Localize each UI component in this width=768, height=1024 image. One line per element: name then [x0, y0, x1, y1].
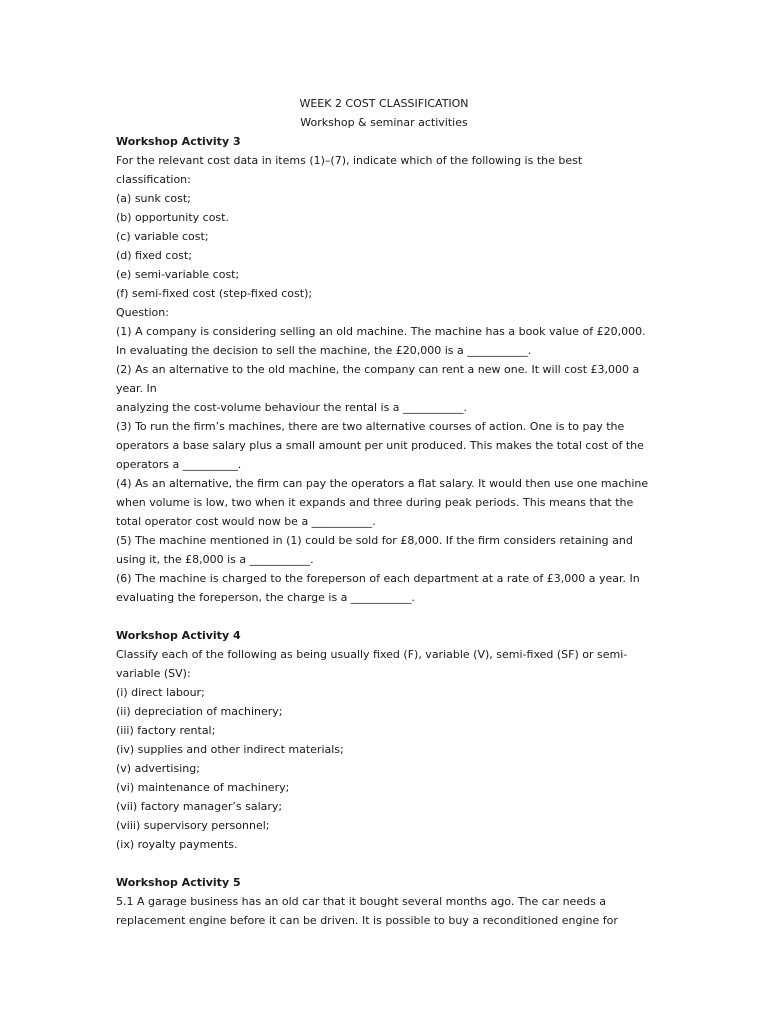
paragraph-spacer [116, 854, 656, 873]
section-body-activity-5 [116, 892, 656, 930]
list-item: (vi) maintenance of machinery; [116, 781, 290, 794]
paragraph-spacer [116, 607, 656, 626]
option-item: (d) fixed cost; [116, 249, 192, 262]
question-label: Question: [116, 306, 169, 319]
text-line: variable (SV): [116, 667, 191, 680]
question-text: analyzing the cost-volume behaviour the rental is a ___________. [116, 401, 468, 414]
list-item: (i) direct labour; [116, 686, 205, 699]
question-text: using it, the £8,000 is a ___________. [116, 553, 314, 566]
section-body-activity-4 [116, 645, 656, 854]
section-body-activity-3 [116, 151, 656, 607]
question-text: (6) The machine is charged to the foreperson of each department at a rate of £3,000 a year. In [116, 572, 640, 585]
text-line: 5.1 A garage business has an old car that it bought several months ago. The car needs a [116, 895, 607, 908]
question-text: evaluating the foreperson, the charge is a ___________. [116, 591, 415, 604]
question-text: (3) To run the firm’s machines, there are two alternative courses of action. One is to pay the [116, 420, 625, 433]
question-text: when volume is low, two when it expands and three during peak periods. This means that the [116, 496, 634, 509]
question-text: (1) A company is considering selling an old machine. The machine has a book value of £20,000. [116, 325, 646, 338]
option-item: (e) semi-variable cost; [116, 268, 240, 281]
option-item: (b) opportunity cost. [116, 211, 229, 224]
question-text: operators a __________. [116, 458, 242, 471]
list-item: (viii) supervisory personnel; [116, 819, 270, 832]
list-item: (ii) depreciation of machinery; [116, 705, 283, 718]
section-heading-activity-5: Workshop Activity 5 [116, 876, 241, 889]
option-item: (c) variable cost; [116, 230, 209, 243]
option-item: (a) sunk cost; [116, 192, 191, 205]
text-line: classification: [116, 173, 191, 186]
document-page [116, 94, 656, 930]
list-item: (v) advertising; [116, 762, 200, 775]
question-text: total operator cost would now be a ___________. [116, 515, 376, 528]
question-text: In evaluating the decision to sell the machine, the £20,000 is a ___________. [116, 344, 532, 357]
text-line: replacement engine before it can be driven. It is possible to buy a reconditioned engine for [116, 914, 618, 927]
question-text: (5) The machine mentioned in (1) could be sold for £8,000. If the firm considers retaining and [116, 534, 633, 547]
option-item: (f) semi-fixed cost (step-fixed cost); [116, 287, 313, 300]
question-text: operators a base salary plus a small amount per unit produced. This makes the total cost of the [116, 439, 644, 452]
list-item: (vii) factory manager’s salary; [116, 800, 283, 813]
section-heading-activity-3: Workshop Activity 3 [116, 135, 241, 148]
text-line: For the relevant cost data in items (1)–(7), indicate which of the following is the best [116, 154, 583, 167]
question-text: year. In [116, 382, 157, 395]
list-item: (iv) supplies and other indirect materials; [116, 743, 344, 756]
question-text: (2) As an alternative to the old machine, the company can rent a new one. It will cost £3,000 a [116, 363, 640, 376]
document-title: WEEK 2 COST CLASSIFICATION [299, 97, 469, 110]
document-subtitle: Workshop & seminar activities [300, 116, 468, 129]
text-line: Classify each of the following as being usually fixed (F), variable (V), semi-fixed (SF) or semi- [116, 648, 628, 661]
list-item: (iii) factory rental; [116, 724, 216, 737]
question-text: (4) As an alternative, the firm can pay the operators a flat salary. It would then use one machine [116, 477, 649, 490]
section-heading-activity-4: Workshop Activity 4 [116, 629, 241, 642]
list-item: (ix) royalty payments. [116, 838, 238, 851]
